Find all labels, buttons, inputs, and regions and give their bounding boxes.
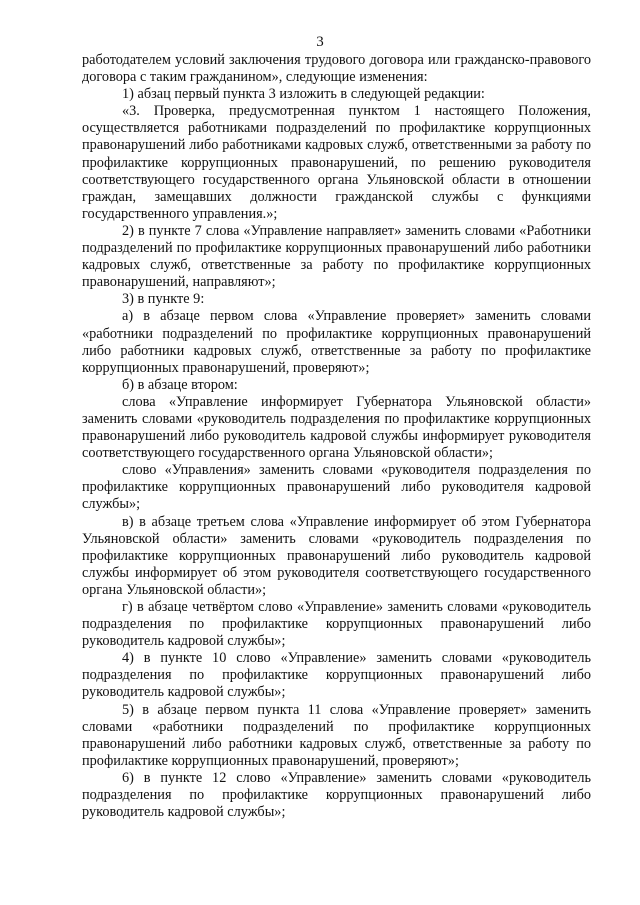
paragraph-item-3v: в) в абзаце третьем слова «Управление информирует об этом Губернатора Ульяновской области» заменить словами «руководитель подразделения по профилактике коррупционных правонарушений либо руководитель кадровой службы информирует об этом руководителя соответствующего государственного органа Ульяновской области»; xyxy=(82,513,591,598)
paragraph-item-3b: б) в абзаце втором: xyxy=(122,376,238,393)
paragraph-item-5: 5) в абзаце первом пункта 11 слова «Управление проверяет» заменить словами «работники подразделений по профилактике коррупционных правонарушений либо работники кадровых служб, ответственные за работу по профилактике коррупционных правонарушений, проверяют»; xyxy=(82,701,591,769)
paragraph-item-4: 4) в пункте 10 слово «Управление» заменить словами «руководитель подразделения по профилактике коррупционных правонарушений либо руководитель кадровой службы»; xyxy=(82,650,591,701)
paragraph-item-3b-words: слова «Управление информирует Губернатора Ульяновской области» заменить словами «руководитель подразделения по профилактике коррупционных правонарушений либо руководитель кадровой службы информирует руководителя соответствующего государственного органа Ульяновской области»; xyxy=(82,393,591,462)
paragraph-item-6: 6) в пункте 12 слово «Управление» заменить словами «руководитель подразделения по профилактике коррупционных правонарушений либо руководитель кадровой службы»; xyxy=(82,769,591,821)
paragraph-item-3: 3) в пункте 9: xyxy=(122,291,205,308)
paragraph-item-3a: а) в абзаце первом слова «Управление проверяет» заменить словами «работники подразделений по профилактике коррупционных правонарушений либо работники кадровых служб, ответственные за работу по профилактике коррупционных правонарушений, проверяют»; xyxy=(82,308,591,376)
paragraph-item-1: 1) абзац первый пункта 3 изложить в следующей редакции: xyxy=(122,86,485,103)
paragraph-item-3b-word: слово «Управления» заменить словами «руководителя подразделения по профилактике коррупционных правонарушений либо руководителя кадровой службы»; xyxy=(82,462,591,513)
paragraph-new-wording: «3. Проверка, предусмотренная пунктом 1 настоящего Положения, осуществляется работниками подразделений по профилактике коррупционных правонарушений либо работниками кадровых служб, ответственными за работу по профилактике коррупционных правонарушений, по решению руководителя соответствующего государственного органа Ульяновской области в отношении граждан, замещавших должности гражданской службы с функциями государственного управления.»; xyxy=(82,103,591,222)
document-body xyxy=(82,52,591,821)
paragraph-continuation: работодателем условий заключения трудового договора или гражданско-правового договора с таким гражданином», следующие изменения: xyxy=(82,52,591,86)
paragraph-item-3g: г) в абзаце четвёртом слово «Управление» заменить словами «руководитель подразделения по профилактике коррупционных правонарушений либо руководитель кадровой службы»; xyxy=(82,599,591,650)
paragraph-item-2: 2) в пункте 7 слова «Управление направляет» заменить словами «Работники подразделений по профилактике коррупционных правонарушений либо работники кадровых служб, ответственные за работу по профилактике коррупционных правонарушений, направляют»; xyxy=(82,222,591,291)
page-number: 3 xyxy=(316,34,324,50)
